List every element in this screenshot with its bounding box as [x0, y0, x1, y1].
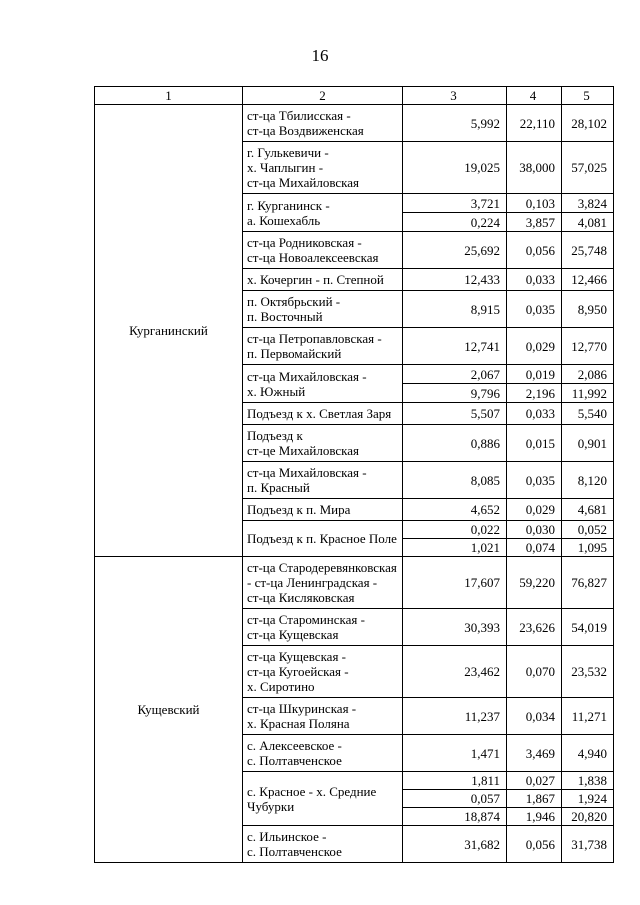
- route-cell: [243, 698, 403, 735]
- value-cell: 0,886: [403, 425, 507, 462]
- route-line: х. Сиротино: [247, 679, 315, 694]
- value-cell: 30,393: [403, 609, 507, 646]
- header-cell: 1: [95, 87, 243, 105]
- page-number: 16: [311, 46, 329, 65]
- value-cell: 0,035: [507, 462, 562, 499]
- route-line: ст-ца Петропавловская -: [247, 331, 382, 346]
- route-line: Подъезд к п. Мира: [247, 502, 351, 517]
- route-line: с. Полтавченское: [247, 753, 342, 768]
- value-cell: 18,874: [403, 808, 507, 826]
- value-cell: 3,857: [507, 213, 562, 232]
- value-cell: 0,057: [403, 790, 507, 808]
- route-line: ст-ца Воздвиженская: [247, 123, 364, 138]
- value-cell: 19,025: [403, 142, 507, 194]
- value-cell: 2,086: [562, 365, 614, 384]
- route-line: ст-ца Кущевская -: [247, 649, 347, 664]
- route-cell: [243, 462, 403, 499]
- value-cell: 1,838: [562, 772, 614, 790]
- route-line: ст-ца Кисляковская: [247, 590, 355, 605]
- value-cell: 0,056: [507, 232, 562, 269]
- table-row: [95, 105, 614, 142]
- header-cell: 4: [507, 87, 562, 105]
- route-line: х. Южный: [247, 383, 306, 399]
- route-cell: [243, 142, 403, 194]
- value-cell: 22,110: [507, 105, 562, 142]
- route-line: ст-ца Стародеревянковская: [247, 560, 397, 575]
- value-cell: 23,626: [507, 609, 562, 646]
- route-line: Чубурки: [247, 798, 295, 814]
- value-cell: 3,824: [562, 194, 614, 213]
- table-row: [95, 557, 614, 609]
- route-line: с. Полтавченское: [247, 844, 342, 859]
- value-cell: 31,738: [562, 826, 614, 863]
- header-cell: 3: [403, 87, 507, 105]
- value-cell: 59,220: [507, 557, 562, 609]
- value-cell: 23,532: [562, 646, 614, 698]
- value-cell: 1,021: [403, 539, 507, 557]
- route-line: ст-ца Михайловская -: [247, 368, 367, 384]
- value-cell: 0,052: [562, 521, 614, 539]
- value-cell: 4,081: [562, 213, 614, 232]
- route-line: ст-ца Староминская -: [247, 612, 365, 627]
- value-cell: 11,271: [562, 698, 614, 735]
- value-cell: 9,796: [403, 384, 507, 403]
- value-cell: 57,025: [562, 142, 614, 194]
- value-cell: 0,022: [403, 521, 507, 539]
- route-line: х. Чаплыгин -: [247, 160, 324, 175]
- value-cell: 0,033: [507, 403, 562, 425]
- header-cell: 5: [562, 87, 614, 105]
- value-cell: 25,748: [562, 232, 614, 269]
- route-line: ст-це Михайловская: [247, 443, 360, 458]
- value-cell: 0,901: [562, 425, 614, 462]
- value-cell: 1,946: [507, 808, 562, 826]
- route-line: х. Красная Поляна: [247, 716, 350, 731]
- header-cell: 2: [243, 87, 403, 105]
- route-line: а. Кошехабль: [247, 212, 321, 228]
- route-cell: [243, 365, 403, 403]
- route-cell: [243, 328, 403, 365]
- value-cell: 76,827: [562, 557, 614, 609]
- route-cell: [243, 194, 403, 232]
- route-cell: [243, 232, 403, 269]
- value-cell: 31,682: [403, 826, 507, 863]
- route-cell: [243, 425, 403, 462]
- route-line: п. Красный: [247, 480, 310, 495]
- value-cell: 1,471: [403, 735, 507, 772]
- route-line: х. Кочергин - п. Степной: [247, 272, 384, 287]
- value-cell: 1,867: [507, 790, 562, 808]
- value-cell: 0,070: [507, 646, 562, 698]
- value-cell: 8,950: [562, 291, 614, 328]
- district-cell: Курганинский: [95, 105, 243, 557]
- value-cell: 0,015: [507, 425, 562, 462]
- road-table: [94, 86, 614, 863]
- value-cell: 0,035: [507, 291, 562, 328]
- value-cell: 12,466: [562, 269, 614, 291]
- route-line: ст-ца Новоалексеевская: [247, 250, 379, 265]
- route-cell: [243, 735, 403, 772]
- route-line: с. Ильинское -: [247, 829, 327, 844]
- route-cell: [243, 826, 403, 863]
- value-cell: 0,029: [507, 499, 562, 521]
- value-cell: 23,462: [403, 646, 507, 698]
- value-cell: 8,085: [403, 462, 507, 499]
- route-line: г. Курганинск -: [247, 197, 330, 213]
- route-cell: [243, 269, 403, 291]
- value-cell: 1,095: [562, 539, 614, 557]
- value-cell: 11,992: [562, 384, 614, 403]
- route-line: п. Первомайский: [247, 346, 342, 361]
- value-cell: 4,940: [562, 735, 614, 772]
- value-cell: 4,652: [403, 499, 507, 521]
- value-cell: 0,030: [507, 521, 562, 539]
- value-cell: 0,029: [507, 328, 562, 365]
- route-line: ст-ца Родниковская -: [247, 235, 362, 250]
- value-cell: 12,433: [403, 269, 507, 291]
- value-cell: 0,074: [507, 539, 562, 557]
- route-line: Подъезд к х. Светлая Заря: [247, 406, 392, 421]
- value-cell: 1,811: [403, 772, 507, 790]
- route-cell: [243, 772, 403, 826]
- district-cell: Кущевский: [95, 557, 243, 863]
- route-line: г. Гулькевичи -: [247, 145, 329, 160]
- value-cell: 8,915: [403, 291, 507, 328]
- value-cell: 1,924: [562, 790, 614, 808]
- route-cell: [243, 557, 403, 609]
- value-cell: 5,540: [562, 403, 614, 425]
- value-cell: 0,027: [507, 772, 562, 790]
- route-cell: [243, 105, 403, 142]
- value-cell: 2,196: [507, 384, 562, 403]
- value-cell: 25,692: [403, 232, 507, 269]
- route-line: п. Октябрьский -: [247, 294, 341, 309]
- value-cell: 20,820: [562, 808, 614, 826]
- value-cell: 54,019: [562, 609, 614, 646]
- route-cell: [243, 521, 403, 557]
- route-line: ст-ца Кугоейская -: [247, 664, 349, 679]
- value-cell: 0,034: [507, 698, 562, 735]
- route-cell: [243, 403, 403, 425]
- value-cell: 3,469: [507, 735, 562, 772]
- route-line: Подъезд к п. Красное Поле: [247, 531, 397, 546]
- value-cell: 8,120: [562, 462, 614, 499]
- value-cell: 17,607: [403, 557, 507, 609]
- route-line: - ст-ца Ленинградская -: [247, 575, 378, 590]
- route-line: ст-ца Тбилисская -: [247, 108, 351, 123]
- value-cell: 12,770: [562, 328, 614, 365]
- value-cell: 28,102: [562, 105, 614, 142]
- value-cell: 12,741: [403, 328, 507, 365]
- value-cell: 11,237: [403, 698, 507, 735]
- value-cell: 0,033: [507, 269, 562, 291]
- route-cell: [243, 499, 403, 521]
- route-line: ст-ца Михайловская -: [247, 465, 367, 480]
- route-cell: [243, 291, 403, 328]
- value-cell: 4,681: [562, 499, 614, 521]
- route-line: с. Алексеевское -: [247, 738, 342, 753]
- value-cell: 0,019: [507, 365, 562, 384]
- route-cell: [243, 646, 403, 698]
- route-line: с. Красное - х. Средние: [247, 783, 377, 799]
- value-cell: 0,224: [403, 213, 507, 232]
- value-cell: 5,992: [403, 105, 507, 142]
- value-cell: 2,067: [403, 365, 507, 384]
- value-cell: 38,000: [507, 142, 562, 194]
- value-cell: 0,103: [507, 194, 562, 213]
- header-row: [95, 87, 614, 105]
- value-cell: 5,507: [403, 403, 507, 425]
- route-line: ст-ца Шкуринская -: [247, 701, 357, 716]
- route-line: Подъезд к: [247, 428, 303, 443]
- route-line: ст-ца Михайловская: [247, 175, 360, 190]
- value-cell: 0,056: [507, 826, 562, 863]
- route-line: ст-ца Кущевская: [247, 627, 339, 642]
- route-cell: [243, 609, 403, 646]
- value-cell: 3,721: [403, 194, 507, 213]
- route-line: п. Восточный: [247, 309, 323, 324]
